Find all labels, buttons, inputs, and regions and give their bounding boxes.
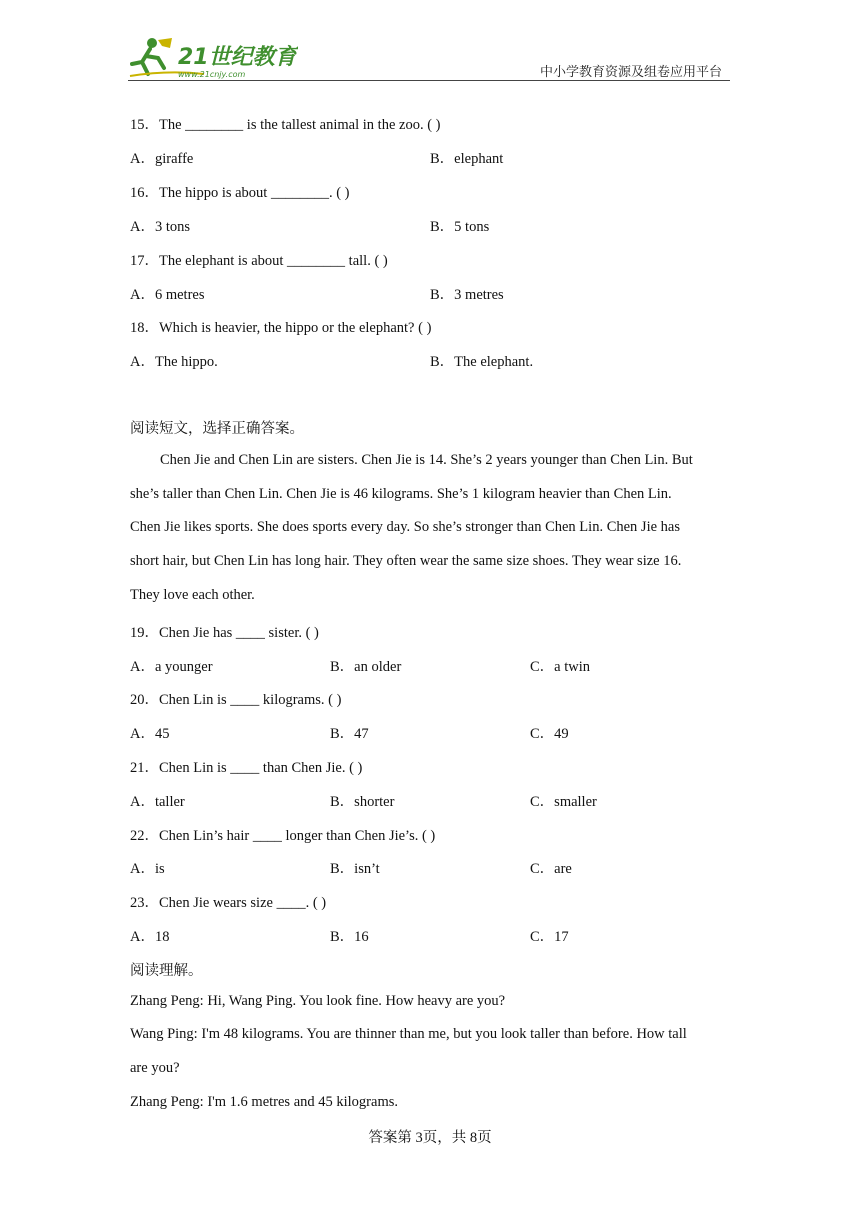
dialogue-line: Zhang Peng: I'm 1.6 metres and 45 kilograms. bbox=[130, 1094, 398, 1110]
q19-option-c[interactable]: C．a twin bbox=[530, 659, 591, 675]
q20-option-b[interactable]: B．47 bbox=[330, 726, 369, 742]
logo-url: www.21cnjy.com bbox=[178, 70, 246, 79]
q19-option-b[interactable]: B．an older bbox=[330, 659, 402, 675]
q21-option-a[interactable]: A．taller bbox=[130, 794, 185, 810]
q17-option-a[interactable]: A．6 metres bbox=[130, 287, 205, 303]
question-20: 20．Chen Lin is ____ kilograms. ( ) bbox=[130, 692, 342, 708]
q18-option-a[interactable]: A．The hippo. bbox=[130, 354, 218, 370]
q17-option-b[interactable]: B．3 metres bbox=[430, 287, 504, 303]
q15-option-b[interactable]: B．elephant bbox=[430, 151, 504, 167]
section2-instruction: 阅读短文，选择正确答案。 bbox=[130, 421, 304, 437]
passage-line: Chen Jie likes sports. She does sports every day. So she’s stronger than Chen Lin. Chen Jie has bbox=[130, 519, 680, 535]
dialogue-line: Wang Ping: I'm 48 kilograms. You are thinner than me, but you look taller than before. How tall bbox=[130, 1026, 687, 1042]
dialogue-line: are you? bbox=[130, 1060, 180, 1076]
page-header bbox=[128, 30, 730, 82]
header-divider bbox=[128, 80, 730, 81]
question-18: 18．Which is heavier, the hippo or the elephant? ( ) bbox=[130, 320, 432, 336]
question-15: 15．The ________ is the tallest animal in the zoo. ( ) bbox=[130, 117, 441, 133]
passage-line: short hair, but Chen Lin has long hair. They often wear the same size shoes. They wear size 16. bbox=[130, 553, 682, 569]
q21-option-c[interactable]: C．smaller bbox=[530, 794, 597, 810]
q23-option-a[interactable]: A．18 bbox=[130, 929, 170, 945]
page-number: 答案第 3页，共 8页 bbox=[368, 1130, 492, 1146]
q22-option-c[interactable]: C．are bbox=[530, 861, 572, 877]
logo-21cnjy bbox=[128, 34, 298, 80]
passage-line: she’s taller than Chen Lin. Chen Jie is 46 kilograms. She’s 1 kilogram heavier than Chen Lin. bbox=[130, 486, 672, 502]
passage-line: Chen Jie and Chen Lin are sisters. Chen Jie is 14. She’s 2 years younger than Chen Lin. But bbox=[160, 452, 693, 468]
platform-name: 中小学教育资源及组卷应用平台 bbox=[539, 64, 722, 79]
q23-option-c[interactable]: C．17 bbox=[530, 929, 569, 945]
question-16: 16．The hippo is about ________. ( ) bbox=[130, 185, 350, 201]
question-23: 23．Chen Jie wears size ____. ( ) bbox=[130, 895, 327, 911]
question-22: 22．Chen Lin’s hair ____ longer than Chen Jie’s. ( ) bbox=[130, 828, 436, 844]
question-17: 17．The elephant is about ________ tall. ( ) bbox=[130, 253, 388, 269]
q21-option-b[interactable]: B．shorter bbox=[330, 794, 395, 810]
passage-line: They love each other. bbox=[130, 587, 255, 603]
dialogue-line: Zhang Peng: Hi, Wang Ping. You look fine. How heavy are you? bbox=[130, 993, 506, 1009]
q22-option-b[interactable]: B．isn’t bbox=[330, 861, 380, 877]
q20-option-c[interactable]: C．49 bbox=[530, 726, 569, 742]
section3-instruction: 阅读理解。 bbox=[130, 963, 203, 979]
q22-option-a[interactable]: A．is bbox=[130, 861, 165, 877]
logo-text: 21世纪教育 bbox=[178, 45, 297, 70]
q16-option-b[interactable]: B．5 tons bbox=[430, 219, 490, 235]
q23-option-b[interactable]: B．16 bbox=[330, 929, 369, 945]
q20-option-a[interactable]: A．45 bbox=[130, 726, 170, 742]
question-19: 19．Chen Jie has ____ sister. ( ) bbox=[130, 625, 319, 641]
q19-option-a[interactable]: A．a younger bbox=[130, 659, 213, 675]
q15-option-a[interactable]: A．giraffe bbox=[130, 151, 194, 167]
q16-option-a[interactable]: A．3 tons bbox=[130, 219, 191, 235]
question-21: 21．Chen Lin is ____ than Chen Jie. ( ) bbox=[130, 760, 363, 776]
q18-option-b[interactable]: B．The elephant. bbox=[430, 354, 534, 370]
